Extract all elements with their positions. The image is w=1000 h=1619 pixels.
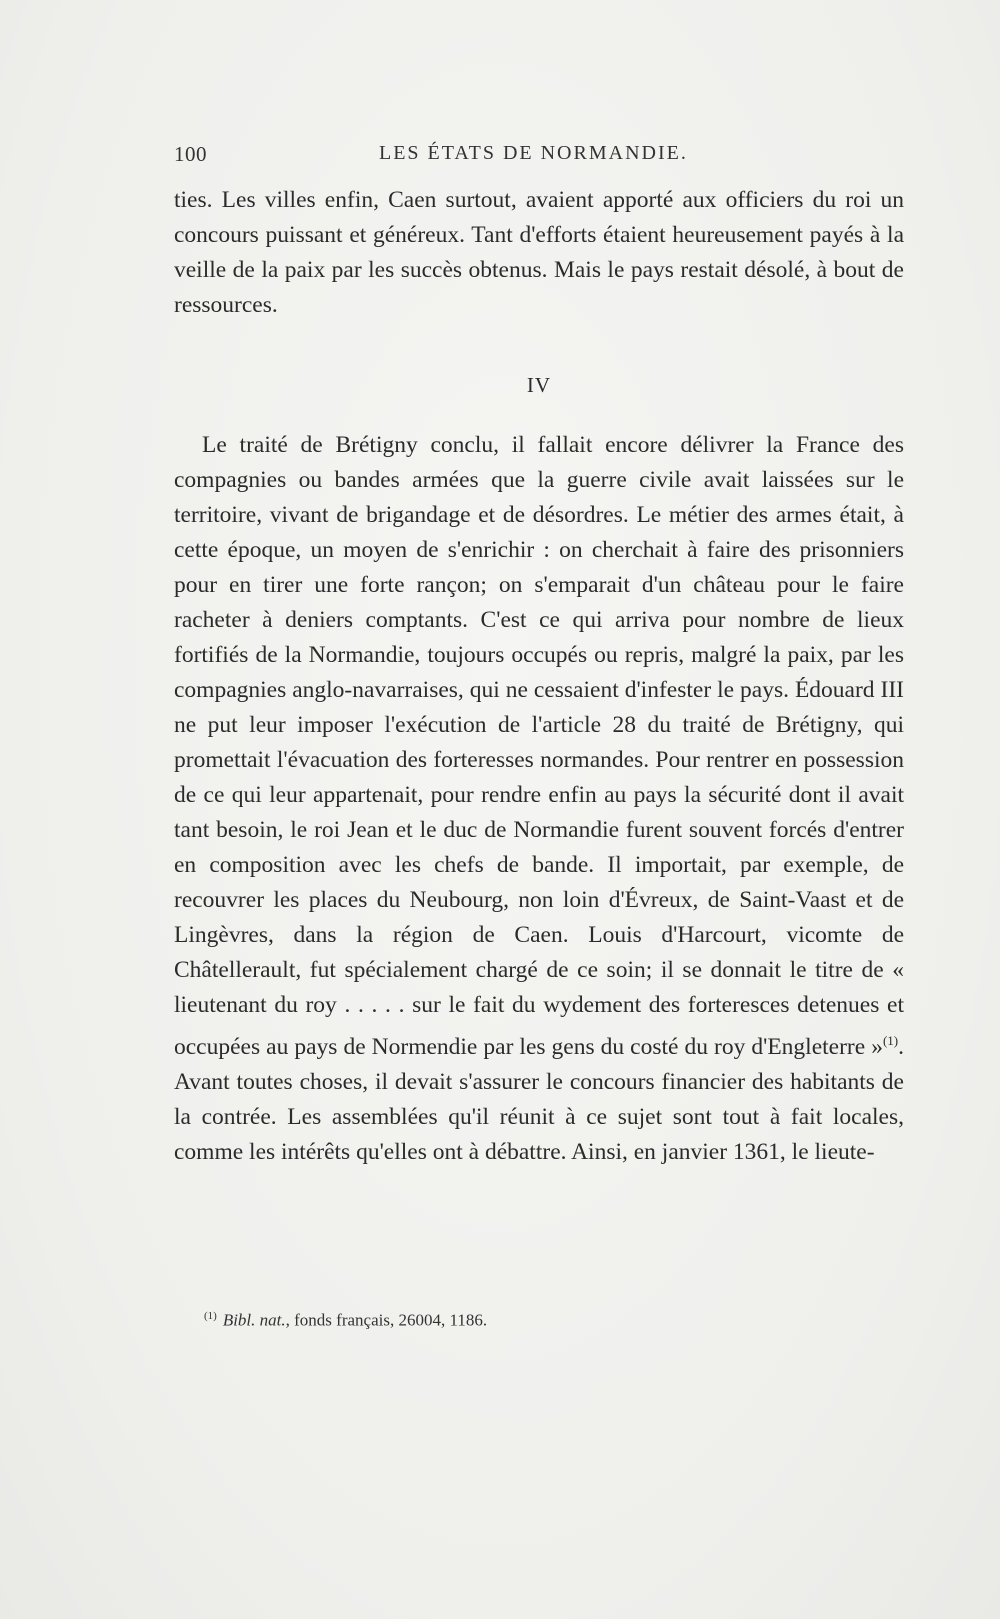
footnote-source-rest: , fonds français, 26004, 1186. <box>285 1310 488 1330</box>
paragraph-2-text-before-note: Le traité de Brétigny conclu, il fallait encore délivrer la France des compagnies ou bandes armées que la guerre civile avait laissées sur le territoire, vivant de brigandage et de désordres. Le métier des armes était, à cette époque, un moyen de s'enrichir : on cherchait à faire des prisonniers pour en tirer une forte rançon; on s'emparait d'un château pour le faire racheter à deniers comptants. C'est ce qui arriva pour nombre de lieux fortifiés de la Normandie, toujours occupés ou repris, malgré la paix, par les compagnies anglo-navarraises, qui ne cessaient d'infester le pays. Édouard III ne put leur imposer l'exécution de l'article 28 du traité de Brétigny, qui promettait l'évacuation des forteresses normandes. Pour rentrer en possession de ce qui leur appartenait, pour rendre enfin au pays la sécurité dont il avait tant besoin, le roi Jean et le duc de Normandie furent souvent forcés d'entrer en composition avec les chefs de bande. Il importait, par exemple, de recouvrer les places du Neubourg, non loin d'Évreux, de Saint-Vaast et de Lingèvres, dans la région de Caen. Louis d'Harcourt, vicomte de Châtellerault, fut spécialement chargé de ce soin; il se donnait le titre de « lieutenant du roy . . . . . sur le fait du wydement des forteresces detenues et occupées au pays de Normendie par les gens du costé du roy d'Engleterre » <box>174 432 904 1060</box>
footnote <box>204 1310 487 1331</box>
paragraph-2-text-after-note: . Avant toutes choses, il devait s'assurer le concours financier des habitants de la contrée. Les assemblées qu'il réunit à ce sujet sont tout à fait locales, comme les intérêts qu'elles ont à débattre. Ainsi, en janvier 1361, le lieute- <box>174 1033 904 1165</box>
paragraph-1: ties. Les villes enfin, Caen surtout, avaient apporté aux officiers du roi un concours puissant et généreux. Tant d'efforts étaient heureusement payés à la veille de la paix par les succès obtenus. Mais le pays restait désolé, à bout de ressources. <box>174 187 904 318</box>
footnote-reference: (1) <box>882 1033 899 1048</box>
footnote-source-italic: Bibl. nat. <box>222 1310 286 1330</box>
running-title: LES ÉTATS DE NORMANDIE. <box>379 142 688 164</box>
footnote-mark: (1) <box>204 1310 217 1322</box>
page-header <box>174 142 904 172</box>
section-heading: IV <box>526 373 552 397</box>
page-number: 100 <box>174 142 207 166</box>
paragraph-2 <box>174 428 904 1170</box>
